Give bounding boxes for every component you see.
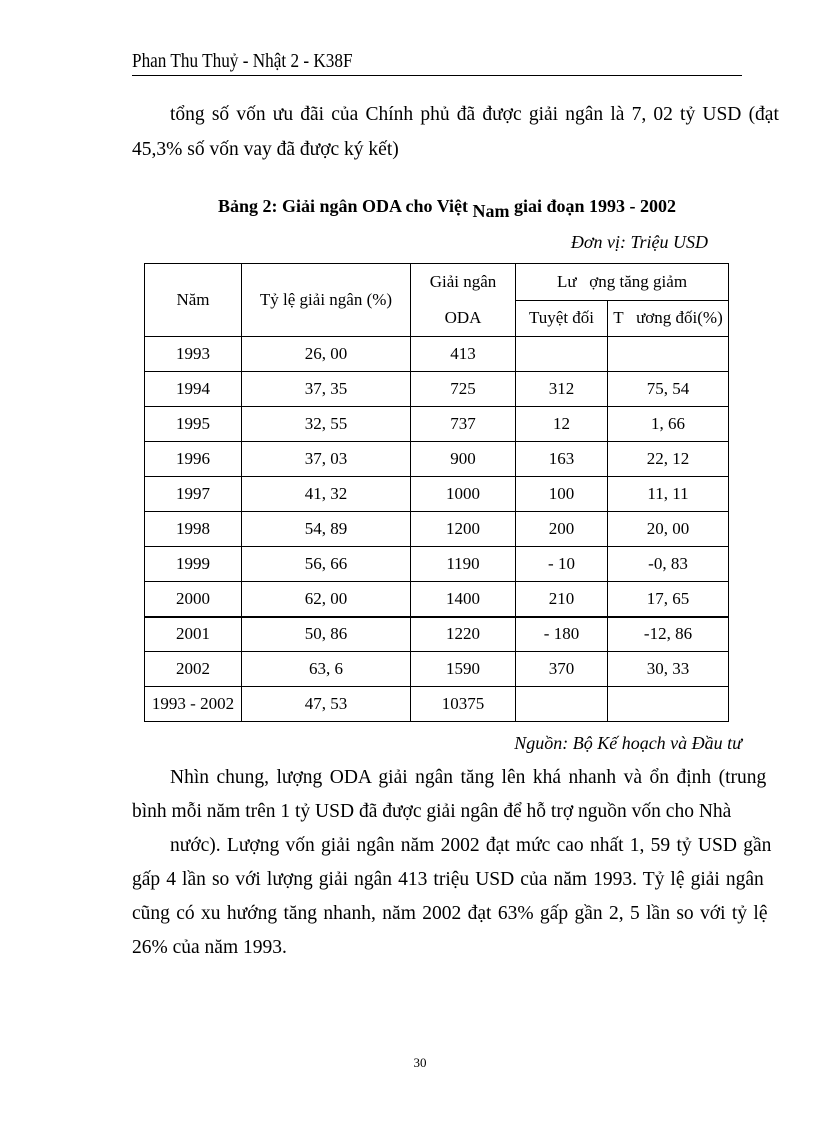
table-row — [145, 337, 729, 372]
header-relative: T ương đối(%) — [608, 300, 729, 337]
cell-oda: 1400 — [411, 582, 516, 617]
header-absolute: Tuyệt đối — [516, 300, 608, 337]
table-row — [145, 617, 729, 652]
cell-year: 1999 — [145, 547, 242, 582]
page-number: 30 — [413, 1055, 427, 1070]
cell-oda: 725 — [411, 372, 516, 407]
cell-abs: 163 — [516, 442, 608, 477]
running-header: Phan Thu Thuỷ - Nhật 2 - K38F — [132, 50, 353, 72]
cell-year: 2000 — [145, 582, 242, 617]
body-line-1: Nhìn chung, lượng ODA giải ngân tăng lên khá nhanh và ổn định (trung — [170, 767, 767, 788]
cell-rate: 41, 32 — [242, 477, 411, 512]
table-header-row — [145, 264, 729, 301]
cell-oda: 1000 — [411, 477, 516, 512]
body-line-2: bình mỗi năm trên 1 tỷ USD đã được giải ngân để hỗ trợ nguồn vốn cho Nhà — [132, 801, 732, 822]
header-oda — [411, 264, 516, 337]
cell-year: 1995 — [145, 407, 242, 442]
intro-line-1: tổng số vốn ưu đãi của Chính phủ đã được giải ngân là 7, 02 tỷ USD (đạt — [170, 104, 779, 125]
table-body — [145, 337, 729, 722]
body-line-6: 26% của năm 1993. — [132, 937, 287, 958]
cell-year: 2002 — [145, 652, 242, 687]
table-title-part-c: giai đoạn 1993 - 2002 — [509, 196, 677, 216]
cell-rate: 37, 35 — [242, 372, 411, 407]
cell-abs: 210 — [516, 582, 608, 617]
oda-disbursement-table — [144, 263, 729, 722]
cell-rel: -12, 86 — [608, 617, 729, 652]
cell-abs: 312 — [516, 372, 608, 407]
cell-year: 1997 — [145, 477, 242, 512]
header-change: Lư ợng tăng giảm — [516, 264, 729, 301]
table-title-part-a: Bảng 2: Giải ngân ODA cho Việt — [218, 196, 473, 216]
cell-rate: 63, 6 — [242, 652, 411, 687]
body-line-4: gấp 4 lần so với lượng giải ngân 413 triệu USD của năm 1993. Tỷ lệ giải ngân — [132, 869, 764, 890]
body-line-5: cũng có xu hướng tăng nhanh, năm 2002 đạt 63% gấp gần 2, 5 lần so với tỷ lệ — [132, 903, 768, 924]
cell-rate: 37, 03 — [242, 442, 411, 477]
cell-oda: 1200 — [411, 512, 516, 547]
cell-rel: -0, 83 — [608, 547, 729, 582]
cell-rate: 26, 00 — [242, 337, 411, 372]
table-row — [145, 652, 729, 687]
cell-rel: 17, 65 — [608, 582, 729, 617]
table-row — [145, 547, 729, 582]
cell-rate: 62, 00 — [242, 582, 411, 617]
cell-rate: 47, 53 — [242, 687, 411, 722]
body-line-3: nước). Lượng vốn giải ngân năm 2002 đạt mức cao nhất 1, 59 tỷ USD gần — [170, 835, 772, 856]
cell-rate: 56, 66 — [242, 547, 411, 582]
cell-abs: - 180 — [516, 617, 608, 652]
header-oda-line-2: ODA — [444, 308, 482, 327]
cell-oda: 10375 — [411, 687, 516, 722]
cell-rel: 22, 12 — [608, 442, 729, 477]
cell-oda: 737 — [411, 407, 516, 442]
cell-oda: 900 — [411, 442, 516, 477]
cell-abs: 100 — [516, 477, 608, 512]
cell-oda: 1590 — [411, 652, 516, 687]
header-divider — [132, 75, 742, 76]
cell-abs: 12 — [516, 407, 608, 442]
cell-abs: - 10 — [516, 547, 608, 582]
cell-rate: 32, 55 — [242, 407, 411, 442]
cell-rel — [608, 337, 729, 372]
header-rate: Tỷ lệ giải ngân (%) — [242, 264, 411, 337]
cell-year: 1994 — [145, 372, 242, 407]
table-row — [145, 582, 729, 617]
table-unit: Đơn vị: Triệu USD — [570, 232, 708, 252]
table-row — [145, 372, 729, 407]
cell-abs: 370 — [516, 652, 608, 687]
cell-rate: 54, 89 — [242, 512, 411, 547]
cell-oda: 413 — [411, 337, 516, 372]
table-row — [145, 512, 729, 547]
cell-year: 1996 — [145, 442, 242, 477]
cell-rel — [608, 687, 729, 722]
cell-oda: 1190 — [411, 547, 516, 582]
intro-line-2: 45,3% số vốn vay đã được ký kết) — [132, 139, 399, 160]
cell-rel: 20, 00 — [608, 512, 729, 547]
cell-year: 2001 — [145, 617, 242, 652]
cell-abs: 200 — [516, 512, 608, 547]
table-title-part-b: Nam — [472, 201, 510, 221]
table-row — [145, 407, 729, 442]
table-row — [145, 687, 729, 722]
cell-abs — [516, 337, 608, 372]
cell-rel: 11, 11 — [608, 477, 729, 512]
table-source: Nguồn: Bộ Kế hoạch và Đầu tư — [514, 733, 742, 753]
cell-rate: 50, 86 — [242, 617, 411, 652]
cell-year: 1993 - 2002 — [145, 687, 242, 722]
cell-rel: 30, 33 — [608, 652, 729, 687]
cell-oda: 1220 — [411, 617, 516, 652]
cell-rel: 1, 66 — [608, 407, 729, 442]
cell-abs — [516, 687, 608, 722]
header-oda-line-1: Giải ngân — [429, 272, 497, 291]
cell-rel: 75, 54 — [608, 372, 729, 407]
cell-year: 1993 — [145, 337, 242, 372]
cell-year: 1998 — [145, 512, 242, 547]
table-row — [145, 477, 729, 512]
table-title — [218, 196, 677, 221]
table-row — [145, 442, 729, 477]
header-year: Năm — [145, 264, 242, 337]
